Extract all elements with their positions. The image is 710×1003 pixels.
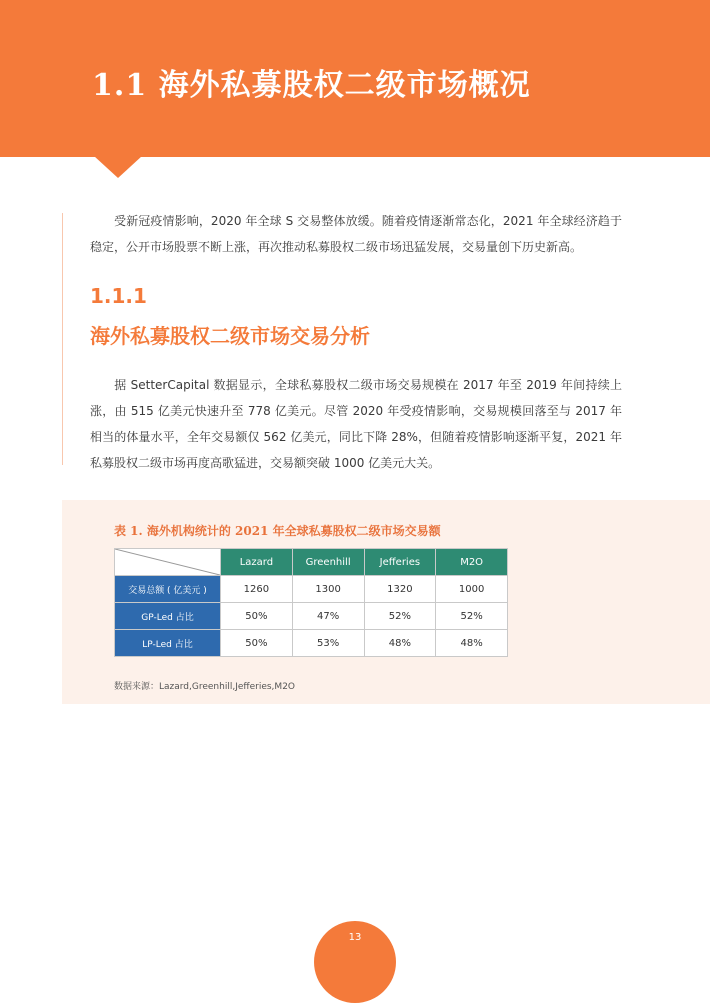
subsection-number: 1.1.1 xyxy=(90,284,147,308)
table-cell: 52% xyxy=(436,603,508,630)
row-header: LP-Led 占比 xyxy=(115,630,221,657)
table-row xyxy=(115,630,508,657)
table-cell: 1300 xyxy=(292,576,364,603)
subsection-title: 海外私募股权二级市场交易分析 xyxy=(90,324,370,348)
table-cell: 47% xyxy=(292,603,364,630)
left-accent-rule xyxy=(62,213,63,465)
intro-paragraph-text: 受新冠疫情影响，2020 年全球 S 交易整体放缓。随着疫情逐渐常态化，2021 年全球经济趋于稳定，公开市场股票不断上涨，再次推动私募股权二级市场迅猛发展，交易量创下历史新高。 xyxy=(90,214,622,254)
table-header-row xyxy=(115,549,508,576)
table-cell: 1320 xyxy=(364,576,436,603)
table-corner-cell xyxy=(115,549,221,576)
table-row xyxy=(115,576,508,603)
subsection-paragraph-text: 据 SetterCapital 数据显示，全球私募股权二级市场交易规模在 2017 年至 2019 年间持续上涨，由 515 亿美元快速升至 778 亿美元。尽管 2020 年受疫情影响，交易规模回落至与 2017 年相当的体量水平，全年交易额仅 562 亿美元，同比下降 28%，但随着疫情影响逐渐平复，2021 年私募股权二级市场再度高歌猛进，交易额突破 1000 亿美元大关。 xyxy=(90,378,622,470)
row-header: GP-Led 占比 xyxy=(115,603,221,630)
intro-paragraph xyxy=(90,208,622,260)
table-cell: 1000 xyxy=(436,576,508,603)
table-row xyxy=(115,603,508,630)
column-header: Lazard xyxy=(221,549,293,576)
column-header: M2O xyxy=(436,549,508,576)
data-source-note: 数据来源：Lazard,Greenhill,Jefferies,M2O xyxy=(114,682,295,692)
diagonal-divider xyxy=(115,549,220,575)
header-pointer xyxy=(94,156,142,178)
page-number: 13 xyxy=(348,932,362,943)
column-header: Greenhill xyxy=(292,549,364,576)
transaction-table xyxy=(114,548,508,657)
table-cell: 52% xyxy=(364,603,436,630)
table-cell: 53% xyxy=(292,630,364,657)
column-header: Jefferies xyxy=(364,549,436,576)
table-caption: 表 1. 海外机构统计的 2021 年全球私募股权二级市场交易额 xyxy=(114,524,441,538)
table-cell: 48% xyxy=(436,630,508,657)
table-cell: 50% xyxy=(221,603,293,630)
subsection-paragraph xyxy=(90,372,622,476)
table-cell: 48% xyxy=(364,630,436,657)
table-cell: 1260 xyxy=(221,576,293,603)
row-header: 交易总额 ( 亿美元 ) xyxy=(115,576,221,603)
section-title: 1.1 海外私募股权二级市场概况 xyxy=(92,68,531,103)
table-cell: 50% xyxy=(221,630,293,657)
